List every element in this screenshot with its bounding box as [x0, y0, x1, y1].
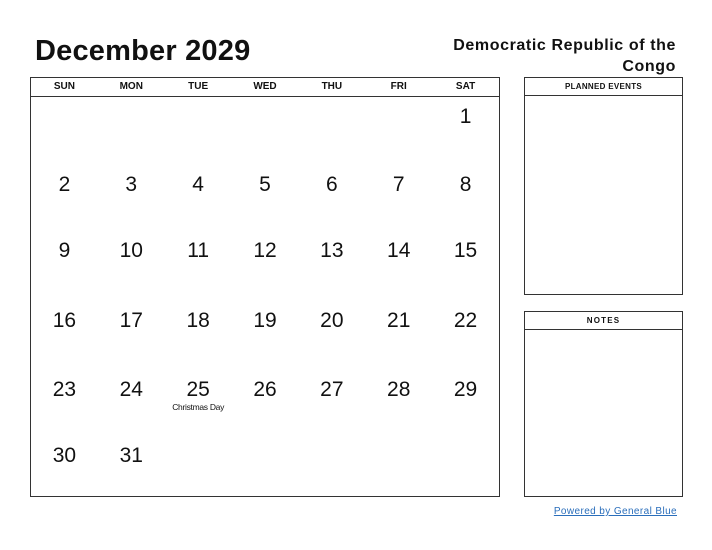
month-calendar	[30, 77, 500, 497]
day-cell	[31, 370, 98, 436]
notes-panel	[524, 311, 683, 497]
day-number: 23	[52, 378, 77, 401]
day-number	[365, 436, 432, 444]
day-number: 28	[387, 378, 411, 401]
day-cell	[365, 97, 432, 165]
day-number: 6	[326, 173, 338, 196]
day-number	[31, 97, 98, 105]
day-cell	[232, 231, 299, 301]
day-cell	[365, 370, 432, 436]
day-cell	[298, 165, 365, 231]
day-cell	[165, 97, 232, 165]
day-cell	[165, 370, 232, 436]
day-number: 14	[387, 239, 411, 262]
day-number: 4	[192, 173, 204, 196]
day-number: 26	[253, 378, 277, 401]
day-cell	[298, 370, 365, 436]
planned-events-panel	[524, 77, 683, 295]
weekday-fri: FRI	[390, 81, 407, 92]
holiday-label: Christmas Day	[172, 402, 225, 412]
day-number: 5	[259, 173, 271, 196]
day-cell	[298, 436, 365, 515]
day-grid	[31, 97, 499, 496]
day-cell	[31, 231, 98, 301]
notes-heading: NOTES	[525, 312, 682, 330]
day-number: 27	[320, 378, 344, 401]
day-cell	[365, 165, 432, 231]
day-cell	[298, 231, 365, 301]
weekday-sat: SAT	[455, 81, 476, 92]
weekday-mon: MON	[119, 81, 143, 92]
weekday-sun: SUN	[53, 81, 75, 92]
day-cell	[232, 301, 299, 370]
day-number	[298, 97, 365, 105]
day-cell	[365, 301, 432, 370]
day-number	[165, 97, 232, 105]
day-number	[298, 436, 365, 444]
day-cell	[165, 436, 232, 515]
day-number	[232, 436, 299, 444]
day-cell	[432, 97, 499, 165]
day-number: 13	[320, 239, 344, 262]
day-number: 17	[119, 309, 143, 332]
day-cell	[165, 165, 232, 231]
day-number: 24	[119, 378, 143, 401]
day-number: 22	[453, 309, 478, 332]
day-cell	[232, 165, 299, 231]
weekday-wed: WED	[253, 81, 277, 92]
day-cell	[98, 97, 165, 165]
weekday-thu: THU	[321, 81, 343, 92]
day-cell	[298, 301, 365, 370]
day-cell	[365, 436, 432, 515]
day-number	[365, 97, 432, 105]
planned-events-heading: PLANNED EVENTS	[525, 78, 682, 96]
day-number	[98, 97, 165, 105]
day-number: 20	[320, 309, 344, 332]
day-number: 2	[58, 173, 71, 196]
day-cell	[31, 97, 98, 165]
day-cell	[31, 436, 98, 515]
day-cell	[232, 97, 299, 165]
day-cell	[98, 231, 165, 301]
day-number: 9	[58, 239, 71, 262]
day-cell	[298, 97, 365, 165]
day-cell	[98, 436, 165, 515]
day-cell	[98, 370, 165, 436]
day-cell	[165, 231, 232, 301]
country-name: Democratic Republic of the Congo	[453, 37, 676, 75]
page-title: December 2029	[35, 35, 251, 67]
day-cell	[98, 165, 165, 231]
day-number: 1	[459, 105, 472, 128]
day-cell	[432, 165, 499, 231]
day-number: 8	[459, 173, 472, 196]
day-number: 15	[453, 239, 478, 262]
day-number: 18	[186, 309, 210, 332]
day-number	[432, 436, 499, 444]
day-number: 19	[253, 309, 277, 332]
day-number	[165, 436, 232, 444]
day-cell	[165, 301, 232, 370]
day-number	[232, 97, 299, 105]
day-number: 16	[52, 309, 77, 332]
day-cell	[232, 436, 299, 515]
day-number: 12	[253, 239, 277, 262]
day-number: 7	[392, 173, 405, 196]
day-number: 11	[187, 239, 210, 262]
powered-by-link[interactable]: Powered by General Blue	[553, 506, 677, 517]
day-cell	[98, 301, 165, 370]
day-number: 31	[119, 444, 143, 467]
day-cell	[31, 165, 98, 231]
day-number: 25	[186, 378, 210, 401]
day-cell	[432, 436, 499, 515]
day-cell	[432, 370, 499, 436]
day-number: 30	[52, 444, 77, 467]
day-cell	[432, 231, 499, 301]
day-cell	[432, 301, 499, 370]
day-cell	[232, 370, 299, 436]
day-cell	[31, 301, 98, 370]
day-number: 21	[387, 309, 411, 332]
weekday-tue: TUE	[188, 81, 209, 92]
day-number: 29	[453, 378, 478, 401]
weekday-header	[31, 78, 499, 97]
day-number: 10	[119, 239, 143, 262]
day-cell	[365, 231, 432, 301]
day-number: 3	[125, 173, 138, 196]
